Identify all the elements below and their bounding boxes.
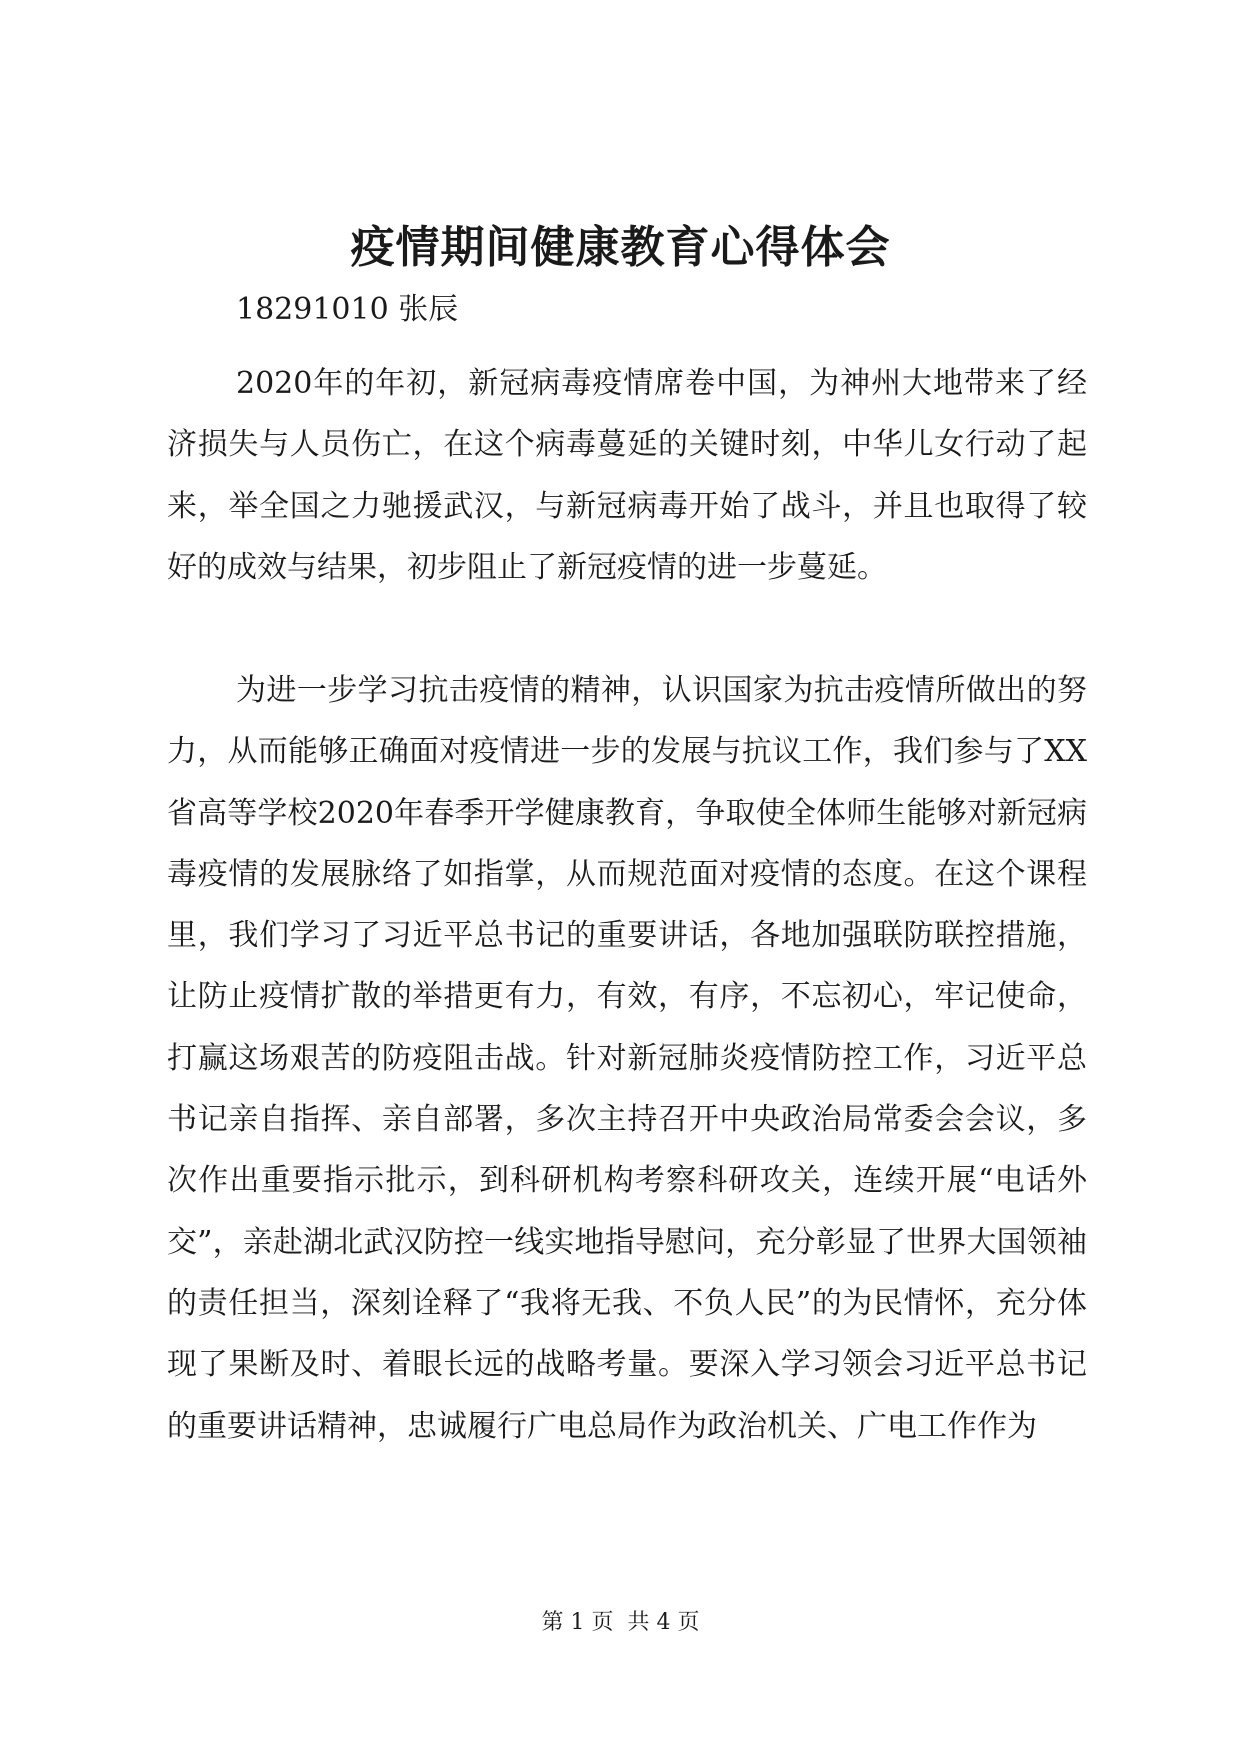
- document-title: 疫情期间健康教育心得体会: [350, 222, 891, 273]
- author-byline: 18291010 张辰: [236, 292, 459, 327]
- body-paragraph: 2020年的年初，新冠病毒疫情席卷中国，为神州大地带来了经济损失与人员伤亡，在这个病毒蔓延的关键时刻，中华儿女行动了起来，举全国之力驰援武汉，与新冠病毒开始了战斗，并且也取得了较好的成效与结果，初步阻止了新冠疫情的进一步蔓延。: [167, 366, 1087, 585]
- page-number-footer: 第 1 页 共 4 页: [541, 1610, 700, 1635]
- body-paragraph: 为进一步学习抗击疫情的精神，认识国家为抗击疫情所做出的努力，从而能够正确面对疫情进一步的发展与抗议工作，我们参与了XX省高等学校2020年春季开学健康教育，争取使全体师生能够对新冠病毒疫情的发展脉络了如指掌，从而规范面对疫情的态度。在这个课程里，我们学习了习近平总书记的重要讲话，各地加强联防联控措施，让防止疫情扩散的举措更有力，有效，有序，不忘初心，牢记使命，打赢这场艰苦的防疫阻击战。针对新冠肺炎疫情防控工作，习近平总书记亲自指挥、亲自部署，多次主持召开中央政治局常委会会议，多次作出重要指示批示，到科研机构考察科研攻关，连续开展“电话外交”，亲赴湖北武汉防控一线实地指导慰问，充分彰显了世界大国领袖的责任担当，深刻诠释了“我将无我、不负人民”的为民情怀，充分体现了果断及时、着眼长远的战略考量。要深入学习领会习近平总书记的重要讲话精神，忠诚履行广电总局作为政治机关、广电工作作为: [167, 673, 1087, 1444]
